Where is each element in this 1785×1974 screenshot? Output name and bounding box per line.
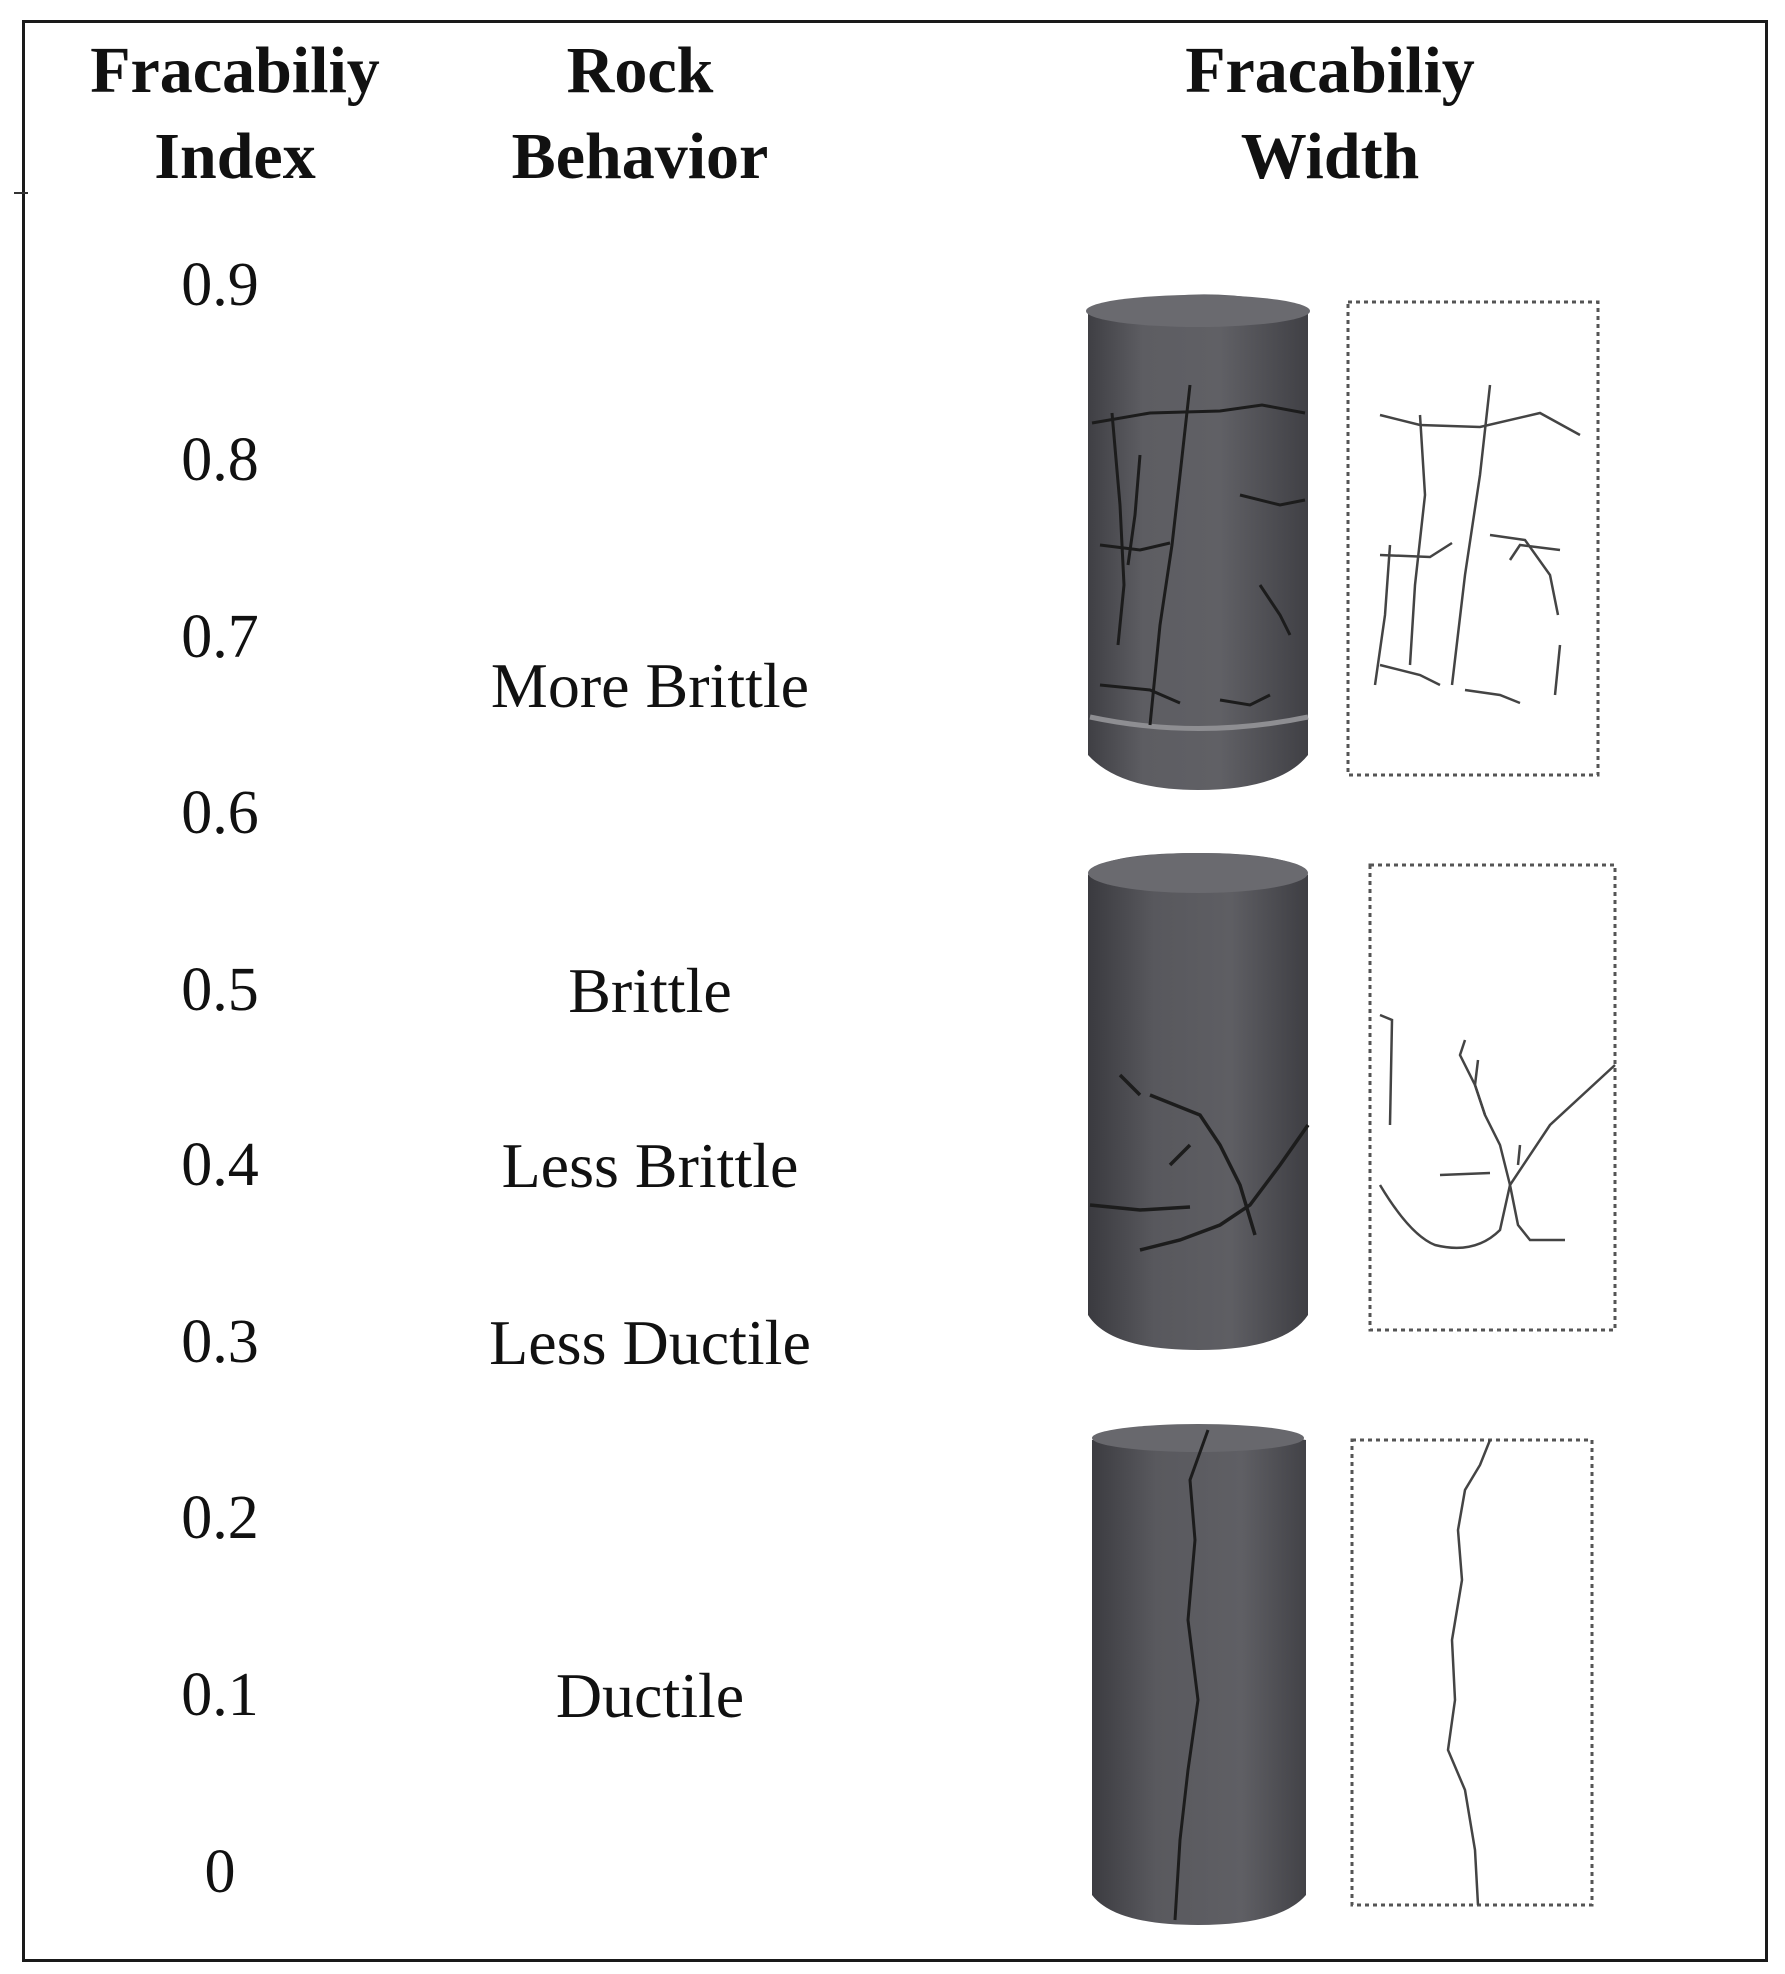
header-behavior-line1: Rock [566,34,714,107]
behavior-less-brittle: Less Brittle [501,1130,799,1201]
index-value: 0.9 [181,251,259,319]
header-behavior-line2: Behavior [511,120,769,193]
header-width-line2: Width [1240,120,1420,193]
header-fracability-width [1110,28,1550,200]
rock-core-photo [1092,1424,1306,1925]
header-rock-behavior [450,28,830,200]
behavior-brittle: Brittle [568,955,732,1026]
header-fracability-index [55,28,415,200]
header-index-line2: Index [154,120,316,193]
behavior-more-brittle: More Brittle [490,650,810,721]
index-value: 0.4 [181,1131,259,1199]
header-index-line1: Fracabiliy [90,34,380,107]
behavior-ductile: Ductile [555,1660,745,1731]
header-width-line1: Fracabiliy [1185,34,1475,107]
specimen-panel-ductile [1080,1420,1620,1940]
index-value: 0.3 [181,1308,259,1376]
index-value: 0 [204,1838,236,1906]
crack-sketch [1370,865,1615,1330]
index-value: 0.6 [181,779,259,847]
rock-core-photo [1086,294,1310,790]
index-value: 0.5 [181,956,259,1024]
crack-sketch [1352,1440,1592,1905]
index-value: 0.2 [181,1484,259,1552]
rock-core-photo [1088,853,1308,1350]
behavior-less-ductile: Less Ductile [489,1307,811,1378]
left-tick-mark [14,192,28,194]
crack-sketch [1348,302,1598,775]
index-value: 0.8 [181,426,259,494]
index-value: 0.1 [181,1661,259,1729]
index-value: 0.7 [181,603,259,671]
specimen-panel-more-brittle [1080,285,1620,815]
specimen-panel-brittle [1080,845,1620,1365]
